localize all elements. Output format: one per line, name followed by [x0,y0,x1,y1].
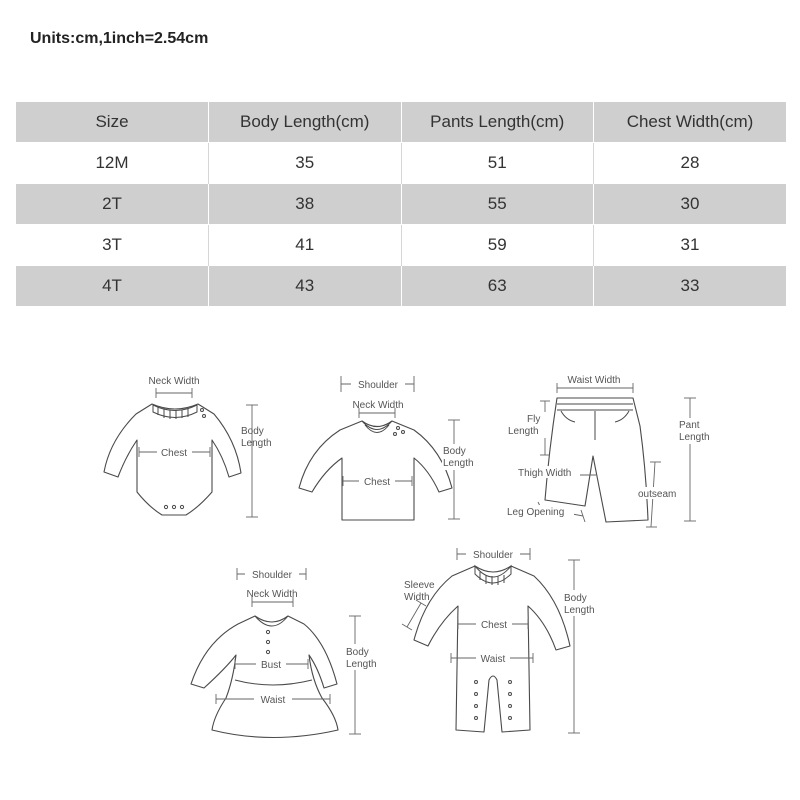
cell-body-length: 43 [209,266,402,307]
cell-body-length: 41 [209,225,402,266]
cell-body-length: 38 [209,184,402,225]
bodysuit-diagram [104,376,272,517]
top-length-label: Length [443,458,474,469]
units-note: Units:cm,1inch=2.54cm [30,30,209,47]
bodysuit-neck-width-label: Neck Width [148,376,200,387]
pants-fly-label: Fly [527,414,541,425]
dress-body-label: Body [346,647,369,658]
pants-pant-label: Pant [679,420,700,431]
header-size: Size [16,102,209,143]
top-body-label: Body [443,446,466,457]
cell-chest-width: 33 [594,266,787,307]
pants-thigh-width-label: Thigh Width [518,468,572,479]
dress-neck-width-label: Neck Width [246,589,298,600]
bodysuit-outline [104,404,241,515]
dress-shoulder-label: Shoulder [251,570,293,581]
top-outline [299,421,452,520]
cell-pants-length: 55 [401,184,594,225]
pants-diagram [506,372,716,527]
romper-sleeve-width-label: Width [404,592,430,603]
cell-size: 12M [16,143,209,184]
header-body-length: Body Length(cm) [209,102,402,143]
romper-body-label: Body [564,593,587,604]
pants-outseam-label: outseam [638,489,677,500]
dress-bust-label: Bust [260,660,282,671]
bodysuit-chest-label: Chest [160,448,188,459]
romper-waist-label: Waist [480,654,506,665]
cell-chest-width: 28 [594,143,787,184]
cell-pants-length: 59 [401,225,594,266]
pants-outline [545,398,648,522]
top-diagram [299,376,482,520]
top-chest-label: Chest [363,477,391,488]
cell-chest-width: 31 [594,225,787,266]
bodysuit-length-label: Length [241,438,272,449]
header-pants-length: Pants Length(cm) [401,102,594,143]
cell-chest-width: 30 [594,184,787,225]
dress-length-label: Length [346,659,377,670]
pants-fly-length-label: Length [508,426,539,437]
romper-chest-label: Chest [480,620,508,631]
dress-outline [191,616,338,738]
romper-length-label: Length [564,605,595,616]
cell-pants-length: 63 [401,266,594,307]
romper-sleeve-label: Sleeve [404,580,435,591]
top-shoulder-label: Shoulder [357,380,399,391]
pants-pant-length-label: Length [679,432,710,443]
cell-body-length: 35 [209,143,402,184]
romper-diagram [402,548,602,733]
cell-pants-length: 51 [401,143,594,184]
top-neck-width-label: Neck Width [352,400,404,411]
pants-leg-opening-label: Leg Opening [507,507,565,518]
cell-size: 4T [16,266,209,307]
pants-waist-width-label: Waist Width [567,375,621,386]
romper-outline [414,566,570,732]
bodysuit-body-label: Body [241,426,264,437]
dress-waist-label: Waist [260,695,286,706]
romper-shoulder-label: Shoulder [472,550,514,561]
dress-diagram [191,568,384,738]
cell-size: 2T [16,184,209,225]
cell-size: 3T [16,225,209,266]
header-chest-width: Chest Width(cm) [594,102,787,143]
